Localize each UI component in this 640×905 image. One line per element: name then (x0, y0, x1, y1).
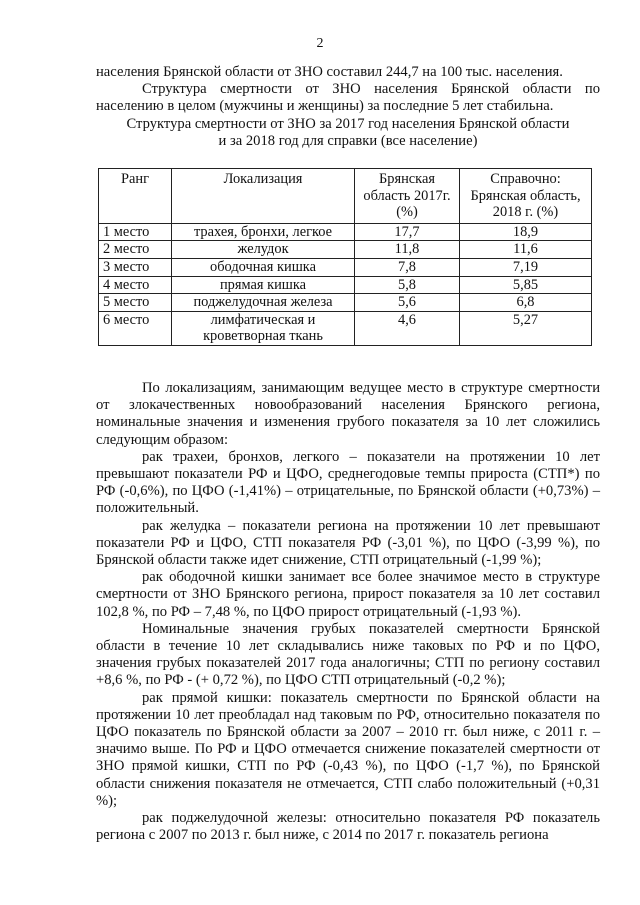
table-title-line-2: и за 2018 год для справки (все население) (218, 132, 478, 149)
paragraph-pancreatic-cancer: рак поджелудочной железы: относительно показателя РФ показатель региона с 2007 по 2013 г. был ниже, с 2014 по 2017 г. показатель региона (96, 810, 600, 844)
rank-cell: 1 место (99, 223, 172, 241)
value-2018-cell: 5,85 (460, 276, 592, 294)
paragraph-nominal-values: Номинальные значения грубых показателей смертности Брянской области в течение 10 лет складывались ниже таковых по РФ и по ЦФО, значения грубых показателей 2017 года аналогичны; СТП по региону составил +8,6 %, по РФ - (+ 0,72 %), по ЦФО СТП отрицательный (-0,2 %); (96, 620, 600, 689)
table-row (99, 258, 592, 276)
header-localization: Локализация (172, 169, 355, 224)
intro-paragraph: Структура смертности от ЗНО населения Брянской области по населению в целом (мужчины и женщины) за последние 5 лет стабильна. (96, 81, 600, 115)
header-bryansk-2018: Справочно: Брянская область, 2018 г. (%) (460, 169, 592, 224)
header-bryansk-2017: Брянская область 2017г. (%) (355, 169, 460, 224)
section-spacer (96, 346, 600, 380)
value-2017-cell: 17,7 (355, 223, 460, 241)
table-row (99, 241, 592, 259)
localization-cell: поджелудочная железа (172, 294, 355, 312)
value-2017-cell: 5,8 (355, 276, 460, 294)
table-header-row (99, 169, 592, 224)
header-rank: Ранг (99, 169, 172, 224)
localization-cell: ободочная кишка (172, 258, 355, 276)
mortality-structure-table (98, 168, 592, 346)
value-2018-cell: 7,19 (460, 258, 592, 276)
rank-cell: 5 место (99, 294, 172, 312)
rank-cell: 3 место (99, 258, 172, 276)
rank-cell: 4 место (99, 276, 172, 294)
document-body (96, 64, 600, 844)
value-2017-cell: 5,6 (355, 294, 460, 312)
localization-cell: лимфатическая и кроветворная ткань (172, 311, 355, 345)
localization-cell: прямая кишка (172, 276, 355, 294)
paragraph-overview: По локализациям, занимающим ведущее место в структуре смертности от злокачественных новообразований населения Брянского региона, номинальные значения и изменения грубого показателя за 10 лет сложились следующим образом: (96, 379, 600, 448)
rank-cell: 2 место (99, 241, 172, 259)
value-2017-cell: 7,8 (355, 258, 460, 276)
value-2018-cell: 5,27 (460, 311, 592, 345)
localization-cell: трахея, бронхи, легкое (172, 223, 355, 241)
paragraph-lung-cancer: рак трахеи, бронхов, легкого – показатели на протяжении 10 лет превышают показатели РФ и ЦФО, среднегодовые темпы прироста (СТП*) по РФ (-0,6%), по ЦФО (-1,41%) – отрицательные, по Брянской области (+0,73%) – положительный. (96, 448, 600, 517)
page-number: 2 (316, 36, 324, 51)
table-row (99, 276, 592, 294)
value-2018-cell: 11,6 (460, 241, 592, 259)
value-2018-cell: 6,8 (460, 294, 592, 312)
localization-cell: желудок (172, 241, 355, 259)
intro-line: населения Брянской области от ЗНО составил 244,7 на 100 тыс. населения. (96, 64, 563, 80)
table-row (99, 311, 592, 345)
paragraph-rectal-cancer: рак прямой кишки: показатель смертности по Брянской области на протяжении 10 лет преобладал над таковым по РФ, относительно показателя по ЦФО показатель по Брянской области за 2007 – 2010 гг. был ниже, с 2011 г. – значимо выше. По РФ и ЦФО отмечается снижение показателей смертности от ЗНО прямой кишки, СТП по РФ (-0,43 %), по ЦФО (-1,7 %), по Брянской области снижения показателя не отмечается, СТП слабо положительный (+0,31 %); (96, 689, 600, 809)
paragraph-stomach-cancer: рак желудка – показатели региона на протяжении 10 лет превышают показатели РФ и ЦФО, СТП показателя РФ (-3,01 %), по ЦФО (-3,99 %), по Брянской области также идет снижение, СТП отрицательный (-1,99 %); (96, 517, 600, 568)
value-2017-cell: 4,6 (355, 311, 460, 345)
table-row (99, 294, 592, 312)
value-2017-cell: 11,8 (355, 241, 460, 259)
rank-cell: 6 место (99, 311, 172, 345)
table-title-line-1: Структура смертности от ЗНО за 2017 год населения Брянской области (126, 115, 570, 132)
paragraph-colon-cancer: рак ободочной кишки занимает все более значимое место в структуре смертности от ЗНО Брянского региона, прирост показателя за 10 лет составил 102,8 %, по РФ – 7,48 %, по ЦФО прирост отрицательный (-1,93 %). (96, 569, 600, 620)
value-2018-cell: 18,9 (460, 223, 592, 241)
table-row (99, 223, 592, 241)
